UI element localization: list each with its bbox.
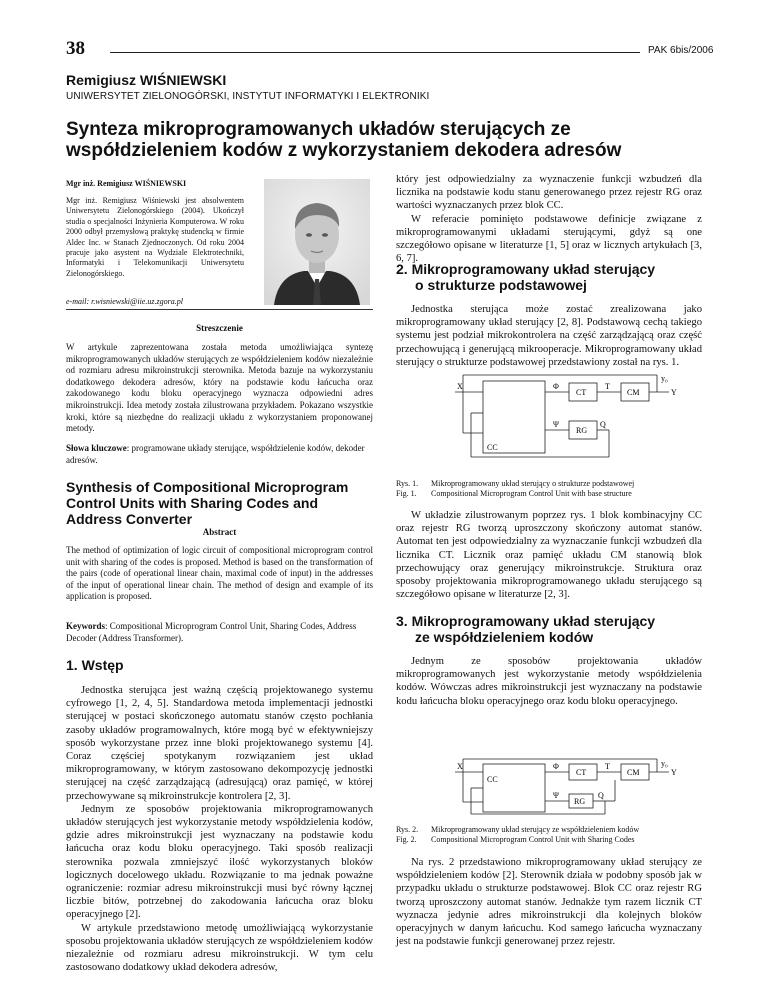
section-3-body — [396, 655, 702, 708]
label-cm: CM — [627, 768, 640, 777]
section-1-heading: 1. Wstęp — [66, 657, 124, 673]
keywords-text: : Compositional Microprogram Control Unit, Sharing Codes, Address Decoder (Address Transformer). — [66, 621, 357, 643]
section-2-paragraph: Jednostka sterująca może zostać zrealizowana jako mikroprogramowany układ sterujący [2, 8]. Podstawową cechą takiego systemu jest podział mikrokontrolera na część zarządzającą oraz część przechowującą i generującą mikrooperacje. Mikroprogramowany układ sterujący o strukturze podstawowej przedstawiony został na rys. 1. — [396, 304, 702, 368]
header-rule — [110, 52, 640, 53]
bio-box-rule — [66, 309, 373, 310]
label-cm: CM — [627, 388, 640, 397]
fig2-caption-en: Compositional Microprogram Control Unit with Sharing Codes — [431, 835, 635, 844]
label-y0: y₀ — [661, 759, 668, 768]
label-ct: CT — [576, 388, 587, 397]
abstract-heading: Abstract — [202, 527, 237, 537]
section-1-paragraph: Jednostka sterująca jest ważną częścią projektowanego systemu cyfrowego [1, 2, 4, 5]. Standardowa metoda implementacji jednostki sterującej w postaci skończonego automatu stanów często pochłania zasoby układów programowalnych, które mogą być w efektywniejszy sposób wykorzystane przez inne bloki projektowanego systemu [4]. Coraz częściej spotykanym rozwiązaniem jest układ mikroprogramowany, w którym zastosowano dekompozycję jednostki sterującej na część zarządzającą (adresującą) oraz pamięć, w której przechowywane są mikroinstrukcje kontrolera [2, 3]. — [66, 685, 373, 802]
slowa-kluczowe-text: : programowane układy sterujące, współdzielenie kodów, dekoder adresów. — [66, 443, 365, 465]
slowa-kluczowe-label: Słowa kluczowe — [66, 443, 127, 453]
section-2-body — [396, 303, 702, 369]
figure-1-caption — [396, 479, 702, 499]
label-t: T — [605, 382, 610, 391]
fig2-label-en: Fig. 2. — [396, 835, 417, 844]
label-q: Q — [600, 420, 606, 429]
label-phi: Φ — [553, 762, 559, 771]
streszczenie-text: W artykule zaprezentowana została metoda umożliwiająca syntezę mikroprogramowanych układów sterujących ze współdzieleniem kodów niezależnie od rozmiaru adresu mikroinstrukcji sterownika. Metoda bazuje na wykorzystaniu dodatkowego dekodera adresów, który na podstawie kodu łańcucha oraz zakodowanego kodu bloku operacyjnego wyznacza odpowiedni adres mikroinstrukcji. Idea metody została zilustrowana przykładem. Pokazano wszystkie kroki, które są niezbędne do realizacji układu z wykorzystaniem proponowanej metody. — [66, 342, 373, 434]
english-title: Synthesis of Compositional Microprogram Control Units with Sharing Codes and Address Converter — [66, 479, 349, 527]
section-2-heading — [396, 261, 702, 293]
label-x: X — [457, 762, 463, 771]
streszczenie-heading: Streszczenie — [196, 323, 243, 333]
label-rg: RG — [576, 426, 588, 435]
figure-2-caption — [396, 825, 702, 845]
slowa-kluczowe — [66, 443, 373, 466]
author-photo — [264, 179, 370, 305]
fig1-label-en: Fig. 1. — [396, 489, 417, 498]
label-t: T — [605, 762, 610, 771]
section-1-paragraph: W artykule przedstawiono metodę umożliwiającą wykorzystanie sposobu projektowania układów sterujących ze współdzieleniem kodów niezależnie od rozmiaru adresu mikroinstrukcji. W tym celu zastosowano dodatkowy układ dekodera adresów, — [66, 922, 373, 974]
label-y0: y₀ — [661, 374, 668, 383]
bio-text: Mgr inż. Remigiusz Wiśniewski jest absolwentem Uniwersytetu Zielonogórskiego (2004). Ukończył studia o specjalności Inżynieria Komputerowa. W roku 2000 odbył przemysłową praktykę studencką w firmie Aldec Inc. w Stanach Zjednoczonych. Od roku 2004 pracuje jako asystent na Wydziale Elektrotechniki, Informatyki i Telekomunikacji Uniwersytetu Zielonogórskiego. — [66, 196, 244, 278]
figure-2-diagram — [455, 758, 715, 816]
section-1-body — [66, 684, 373, 974]
fig1-label-pl: Rys. 1. — [396, 479, 419, 488]
fig2-label-pl: Rys. 2. — [396, 825, 419, 834]
section-3-heading-line2: ze współdzieleniem kodów — [415, 629, 594, 645]
label-ct: CT — [576, 768, 587, 777]
label-phi: Φ — [553, 382, 559, 391]
abstract-text: The method of optimization of logic circuit of compositional microprogram control unit with sharing of the codes is proposed. Method is based on the transformation of the pairs (code of operational linear chain, maximal code of input) in the addresses of the input of operational linear chain. The method of design and example of its application is proposed. — [66, 545, 373, 602]
page-number: 38 — [66, 38, 85, 59]
right-intro-paragraph: W referacie pominięto podstawowe definicje związane z mikroprogramowanymi układami sterującymi, gdyż są one szczegółowo opisane w literaturze [1, 5] oraz w licznych artykułach [3, 6, 7]. — [396, 213, 702, 265]
label-psi: Ψ — [553, 791, 559, 800]
fig1-caption-en: Compositional Microprogram Control Unit with base structure — [431, 489, 632, 498]
keywords-label: Keywords — [66, 621, 105, 631]
section-2-heading-line2: o strukturze podstawowej — [415, 277, 587, 293]
journal-name: PAK 6bis/2006 — [648, 45, 714, 56]
author-name: Remigiusz WIŚNIEWSKI — [66, 72, 227, 88]
right-intro-paragraph: który jest odpowiedzialny za wyznaczenie funkcji wzbudzeń dla licznika na podstawie kodu stanu generowanego przez rejestr RG oraz wartości wyznaczanych przez blok CC. — [396, 174, 702, 212]
author-email: e-mail: r.wisniewski@iie.uz.zgora.pl — [66, 297, 183, 306]
bio-name: Mgr inż. Remigiusz WIŚNIEWSKI — [66, 179, 187, 188]
section-2-heading-line1: 2. Mikroprogramowany układ sterujący — [396, 261, 656, 277]
label-cc: CC — [487, 443, 498, 452]
section-2-paragraph: W układzie zilustrowanym poprzez rys. 1 blok kombinacyjny CC oraz rejestr RG tworzą uproszczony skończony automat stanów. Automat ten jest odpowiedzialny za wyznaczanie funkcji wzbudzeń dla licznika CT. Licznik oraz pamięć układu CM stanowią blok przechowujący oraz generujący mikroinstrukcje. Struktura oraz sposoby projektowania mikroprogramowanego układu sterującego są szczegółowo opisane w literaturze [2, 3]. — [396, 510, 702, 601]
section-3-paragraph: Jednym ze sposobów projektowania układów mikroprogramowanych jest wykorzystanie metody współdzielenia kodów. Wówczas adres mikroinstrukcji jest wyznaczany na podstawie kodu łańcucha bloku operacyjnego oraz kodu bloku operacyjnego. — [396, 656, 702, 707]
label-psi: Ψ — [553, 420, 559, 429]
label-y: Y — [671, 768, 677, 777]
label-cc: CC — [487, 775, 498, 784]
section-3-heading-line1: 3. Mikroprogramowany układ sterujący — [396, 613, 656, 629]
section-2-after-figure — [396, 509, 702, 601]
figure-1-diagram — [455, 373, 715, 460]
section-3-paragraph: Na rys. 2 przedstawiono mikroprogramowany układ sterujący ze współdzieleniem kodów [2]. Sterownik działa w podobny sposób jak w przypadku układu o strukturze podstawowej. Blok CC oraz rejestr RG tworzą uproszczony automat stanów. Jednakże tym razem licznik CT wyznacza jedynie adres mikroinstrukcji dla kolejnych bloków operacyjnych w danym łańcuchu. Kod samego łańcucha wyznaczany jest na podstawie funkcji generowanej przez rejestr. — [396, 857, 702, 948]
section-3-heading — [396, 613, 702, 645]
label-q: Q — [598, 791, 604, 800]
keywords — [66, 621, 373, 644]
section-1-paragraph: Jednym ze sposobów projektowania mikroprogramowanych układów sterujących jest wykorzystanie metody współdzielenia kodów, gdzie adres mikroinstrukcji jest wyznaczany na podstawie kodu łańcucha oraz kodu bloku operacyjnego. Taki sposób realizacji sterownika pozwala zmniejszyć ilość wykorzystanych bloków logicznych docelowego układu. Rozwiązanie to ma jednak poważne ograniczenie: rozmiar adresu mikroinstrukcji musi być równy łącznej liczbie bitów, potrzebnej do zakodowania łańcucha oraz bloku operacyjnego [2]. — [66, 803, 373, 921]
paper-title: Synteza mikroprogramowanych układów sterujących ze współdzieleniem kodów z wykorzystaniem dekodera adresów — [66, 119, 622, 161]
section-3-after-figure — [396, 856, 702, 948]
block-cc — [483, 764, 545, 812]
fig2-caption-pl: Mikroprogramowany układ sterujący ze współdzieleniem kodów — [431, 825, 640, 834]
right-intro — [396, 173, 702, 265]
label-y: Y — [671, 388, 677, 397]
affiliation: UNIWERSYTET ZIELONOGÓRSKI, INSTYTUT INFORMATYKI I ELEKTRONIKI — [66, 91, 430, 102]
label-x: X — [457, 382, 463, 391]
label-rg: RG — [574, 797, 586, 806]
fig1-caption-pl: Mikroprogramowany układ sterujący o strukturze podstawowej — [431, 479, 635, 488]
